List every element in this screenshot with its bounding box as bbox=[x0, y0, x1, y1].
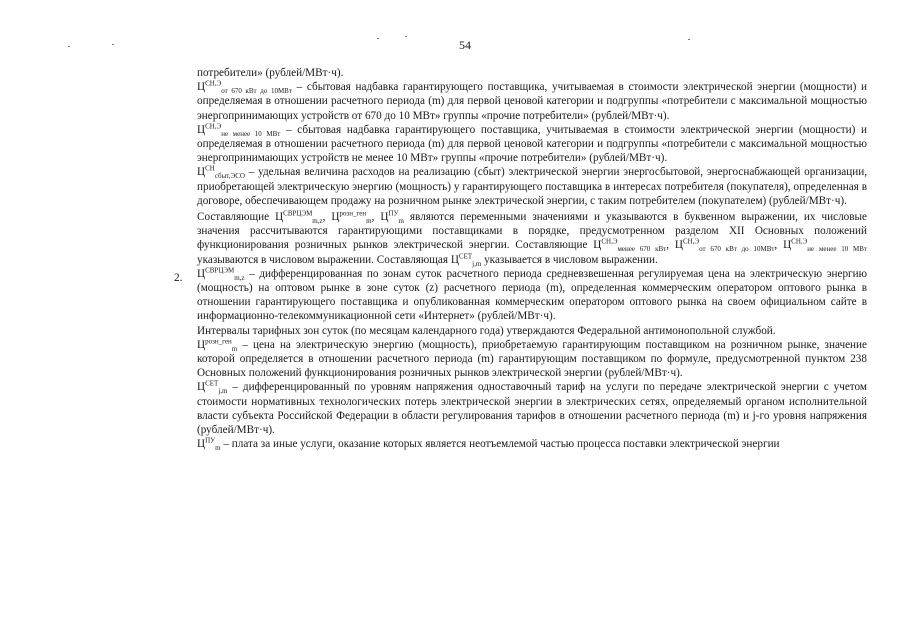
scan-speck bbox=[68, 46, 70, 47]
scan-speck bbox=[688, 39, 690, 40]
formula-symbol: $Ц^{розн\_ген}_m$ bbox=[197, 337, 238, 354]
paragraph-components: Составляющие $Ц^{СВРЦЭМ}_{m,z}$, $Ц^{розн\_ген}_m$, $Ц^{ПУ}_m$ являются переменными значениями и указываются в буквенном выражении, их числовые значения рассчитываются гарантирующими поставщиками в порядке, предусмотренном разделом XII Основных положений функционирования розничных рынков электрической энергии. Составляющие $Ц^{СН,Э}_{менее 670 кВт}$, $Ц^{СН,Э}_{от 670 кВт до 10МВт}$, $Ц^{СН,Э}_{не менее 10 МВт}$ указываются в числовом выражении. Составляющая $Ц^{СЕТ}_{j,m}$ указывается в числовом выражении. bbox=[197, 209, 868, 268]
formula-symbol: $Ц^{СВРЦЭМ}_{m,z}$ bbox=[275, 209, 323, 226]
paragraph-surcharge-10-plus: $Ц^{СН,Э}_{не менее 10 МВт}$ – сбытовая надбавка гарантирующего поставщика, учитываемая в стоимости электрической энергии (мощности) и определяемая в отношении расчетного периода (m) для первой ценовой категории и подгруппы «потребители с максимальной мощностью энергопринимающих устройств не менее 10 МВт» группы «прочие потребители» (рублей/МВт·ч). bbox=[197, 122, 867, 165]
formula-symbol: $Ц^{ПУ}_m$ bbox=[197, 436, 221, 453]
formula-symbol: $Ц^{розн\_ген}_m$ bbox=[331, 209, 372, 226]
page-number: 54 bbox=[459, 38, 471, 52]
paragraph-network-tariff: $Ц^{СЕТ}_{j,m}$ – дифференцированный по уровням напряжения одноставочный тариф на услуги по передаче электрической энергии с учетом стоимости нормативных технологических потерь электрической энергии в электрических сетях, определяемый органом исполнительной власти субъекта Российской Федерации в области регулирования тарифов в отношении расчетного периода (m) и j-го уровня напряжения (рублей/МВт·ч). bbox=[197, 379, 867, 437]
scan-speck bbox=[405, 36, 407, 37]
paragraph-sales-cost: $Ц^{СН}_{сбыт,ЭСО}$ – удельная величина расходов на реализацию (сбыт) электрической энергии энергосбытовой, энергоснабжающей организации, приобретающей электрическую энергию (мощность) у гарантирующего поставщика в интересах потребителя (покупателя), определенная в договоре, обеспечивающем продажу на розничном рынке электрической энергии, с таким потребителем (покупателем) (рублей/МВт·ч). bbox=[197, 164, 867, 207]
list-item-number: 2. bbox=[174, 272, 183, 284]
formula-symbol: $Ц^{СЕТ}_{j,m}$ bbox=[197, 379, 228, 396]
paragraph-other-services: $Ц^{ПУ}_m$ – плата за иные услуги, оказание которых является неотъемлемой частью процесса поставки электрической энергии bbox=[197, 436, 780, 453]
formula-symbol: $Ц^{СЕТ}_{j,m}$ bbox=[450, 251, 482, 268]
paragraph-continuation: потребители» (рублей/МВт·ч). bbox=[197, 67, 344, 79]
paragraph-surcharge-670-10: $Ц^{СН,Э}_{от 670 кВт до 10МВт}$ – сбытовая надбавка гарантирующего поставщика, учитываемая в стоимости электрической энергии (мощности) и определяемая в отношении расчетного периода (m) для первой ценовой категории и подгруппы «потребители с максимальной мощностью энергопринимающих устройств от 670 до 10 МВт» группы «прочие потребители» (рублей/МВт·ч). bbox=[197, 79, 867, 122]
formula-symbol: $Ц^{ПУ}_m$ bbox=[380, 209, 404, 226]
formula-symbol: $Ц^{СН,Э}_{от 670 кВт до 10МВт}$ bbox=[674, 237, 775, 254]
formula-symbol: $Ц^{СВРЦЭМ}_{m,z}$ bbox=[197, 266, 245, 283]
formula-symbol: $Ц^{СН,Э}_{не менее 10 МВт}$ bbox=[783, 237, 867, 254]
formula-symbol: $Ц^{СН,Э}_{не менее 10 МВт}$ bbox=[197, 122, 281, 139]
formula-symbol: $Ц^{СН,Э}_{от 670 кВт до 10МВт}$ bbox=[197, 79, 292, 96]
formula-symbol: $Ц^{СН}_{сбыт,ЭСО}$ bbox=[197, 164, 245, 181]
scan-speck bbox=[377, 38, 379, 39]
paragraph-tariff-zones: Интервалы тарифных зон суток (по месяцам календарного года) утверждаются Федеральной антимонопольной службой. bbox=[197, 324, 776, 337]
formula-symbol: $Ц^{СН,Э}_{менее 670 кВт}$ bbox=[593, 237, 667, 254]
paragraph-wholesale-price: $Ц^{СВРЦЭМ}_{m,z}$ – дифференцированная по зонам суток расчетного периода средневзвешенная регулируемая цена на электрическую энергию (мощность) на оптовом рынке в зоне суток (z) расчетного периода (m), определенная коммерческим оператором оптового рынка в отношении гарантирующего поставщика и опубликованная коммерческим оператором оптового рынка на своем официальном сайте в информационно-телекоммуникационной сети «Интернет» (рублей/МВт·ч). bbox=[197, 266, 867, 323]
document-body bbox=[197, 66, 867, 451]
scan-speck bbox=[112, 44, 114, 45]
paragraph-retail-price: $Ц^{розн\_ген}_m$ – цена на электрическую энергию (мощность), приобретаемую гарантирующим поставщиком на розничном рынке, значение которой определяется в отношении расчетного периода (m) гарантирующим поставщиком по формуле, предусмотренной пунктом 238 Основных положений функционирования розничных рынков электрической энергии (рублей/МВт·ч). bbox=[197, 337, 867, 380]
